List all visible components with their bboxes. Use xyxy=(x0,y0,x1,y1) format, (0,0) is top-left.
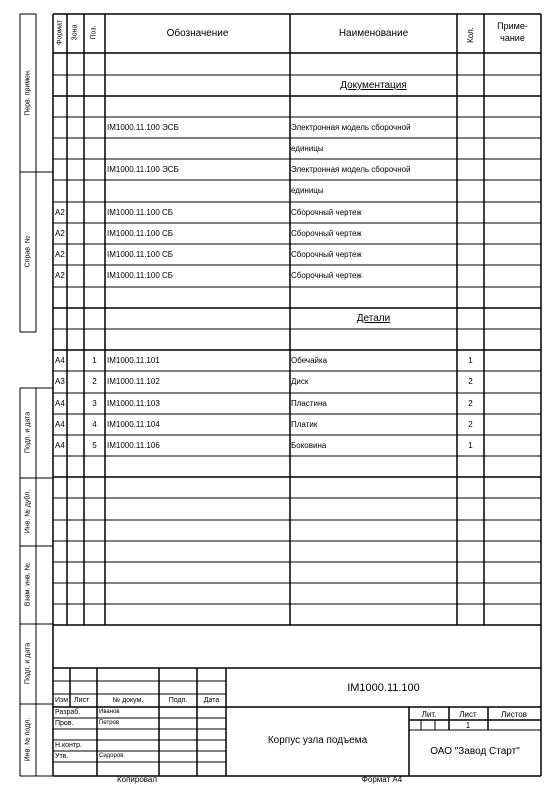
row-format: A4 xyxy=(55,420,65,429)
header-note: чание xyxy=(500,33,525,43)
header-qty: Кол. xyxy=(465,27,475,43)
stamp-list: Лист xyxy=(459,710,477,719)
stamp-role: Разраб. xyxy=(55,709,81,716)
row-format: A3 xyxy=(55,377,65,386)
side-label-sprav-no: Справ. № xyxy=(24,235,32,268)
row-designation: IM1000.11.100 ЭСБ xyxy=(107,123,179,132)
row-designation: IM1000.11.100 ЭСБ xyxy=(107,165,179,174)
stamp-company: ОАО "Завод Старт" xyxy=(430,746,520,757)
header-name: Наименование xyxy=(338,28,409,39)
stamp-header-data: Дата xyxy=(203,697,220,704)
row-name: единицы xyxy=(291,144,324,153)
header-pos: Поз. xyxy=(90,25,98,40)
row-format: A2 xyxy=(55,271,65,280)
row-name: Платик xyxy=(291,420,318,429)
row-designation: IM1000.11.101 xyxy=(107,356,160,365)
row-name: единицы xyxy=(291,186,324,195)
row-designation: IM1000.11.103 xyxy=(107,399,160,408)
row-qty: 1 xyxy=(468,356,473,365)
stamp-person: Иванов xyxy=(99,709,120,715)
side-label-podp-data: Подп. и дата xyxy=(24,411,32,454)
side-label-vzam-inv: Взам. инв. № xyxy=(24,562,32,607)
row-designation: IM1000.11.100 СБ xyxy=(107,208,174,217)
row-designation: IM1000.11.100 СБ xyxy=(107,229,174,238)
row-name: Электронная модель сборочной xyxy=(291,165,411,174)
side-label-inv-dubl: Инв. № дубл. xyxy=(24,489,32,534)
row-qty: 2 xyxy=(468,377,473,386)
side-label-perv-primen: Перв. примен. xyxy=(24,69,32,116)
row-designation: IM1000.11.100 СБ xyxy=(107,271,174,280)
side-label-inv-podl: Инв. № подл. xyxy=(24,717,32,762)
row-designation: IM1000.11.102 xyxy=(107,377,160,386)
section-title: Документация xyxy=(340,80,407,91)
stamp-header-izm: Изм xyxy=(55,697,69,704)
stamp-role: Утв. xyxy=(55,753,69,760)
row-qty: 1 xyxy=(468,441,473,450)
row-designation: IM1000.11.106 xyxy=(107,441,160,450)
stamp-list-value: 1 xyxy=(465,721,471,730)
row-name: Сборочный чертеж xyxy=(291,250,362,259)
header-zone: Зона xyxy=(71,24,79,41)
row-name: Обечайка xyxy=(291,356,328,365)
stamp-listov: Листов xyxy=(501,710,527,719)
row-format: A4 xyxy=(55,356,65,365)
row-designation: IM1000.11.104 xyxy=(107,420,160,429)
row-pos: 3 xyxy=(92,399,97,408)
row-name: Диск xyxy=(291,377,309,386)
row-format: A4 xyxy=(55,441,65,450)
row-name: Пластина xyxy=(291,399,327,408)
side-label-podp-data-2: Подп. и дата xyxy=(24,642,32,685)
row-pos: 2 xyxy=(92,377,97,386)
row-name: Электронная модель сборочной xyxy=(291,123,411,132)
header-designation: Обозначение xyxy=(166,28,229,39)
row-pos: 1 xyxy=(92,356,97,365)
header-note: Приме- xyxy=(497,21,528,31)
stamp-lit: Лит. xyxy=(421,710,437,719)
stamp-header-doc: № докум. xyxy=(112,697,144,704)
row-name: Сборочный чертеж xyxy=(291,271,362,280)
row-format: A2 xyxy=(55,208,65,217)
row-format: A4 xyxy=(55,399,65,408)
row-designation: IM1000.11.100 СБ xyxy=(107,250,174,259)
stamp-title: Корпус узла подъема xyxy=(267,735,368,746)
row-format: A2 xyxy=(55,250,65,259)
section-title: Детали xyxy=(356,313,391,324)
stamp-person: Петров xyxy=(99,720,120,726)
header-format: Формат xyxy=(56,20,64,45)
row-name: Боковина xyxy=(291,441,327,450)
stamp-person: Сидоров xyxy=(99,753,124,759)
row-pos: 4 xyxy=(92,420,97,429)
row-format: A2 xyxy=(55,229,65,238)
row-name: Сборочный чертеж xyxy=(291,208,362,217)
footer-format: Формат А4 xyxy=(361,775,403,784)
footer-copied: Копировал xyxy=(116,775,158,784)
stamp-designation: IM1000.11.100 xyxy=(347,682,420,694)
stamp-header-list: Лист xyxy=(74,697,90,704)
row-pos: 5 xyxy=(92,441,97,450)
stamp-role: Пров. xyxy=(55,720,74,727)
stamp-role: Н.контр. xyxy=(55,742,82,749)
row-qty: 2 xyxy=(468,420,473,429)
row-name: Сборочный чертеж xyxy=(291,229,362,238)
row-qty: 2 xyxy=(468,399,473,408)
stamp-header-podp: Подп. xyxy=(168,697,188,704)
